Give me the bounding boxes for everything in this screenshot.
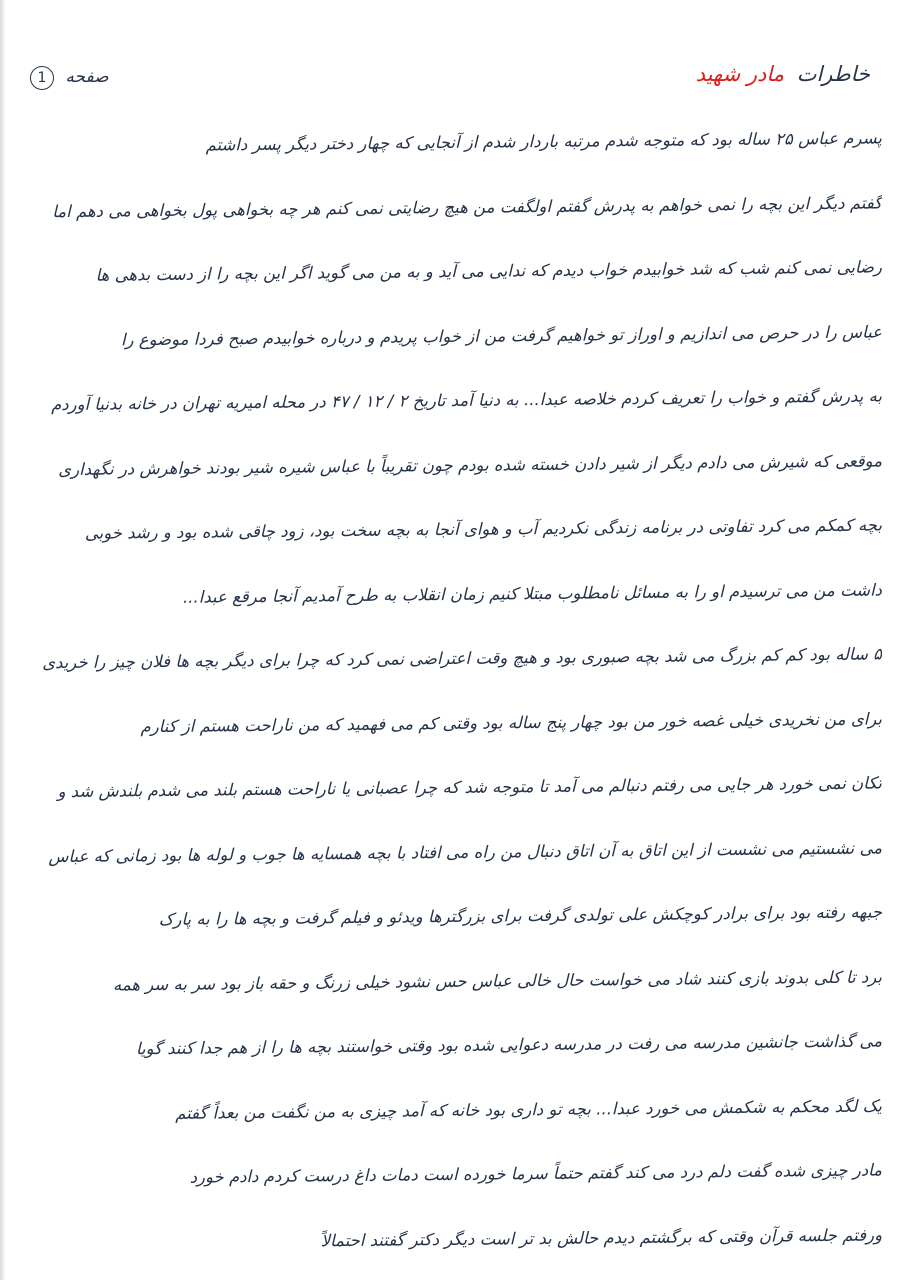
text-line: تکان نمی خورد هر جایی می رفتم دنبالم می آمد تا متوجه شد که چرا عصبانی یا ناراحت هستم بلند می شدم بلندش شد و: [57, 773, 883, 801]
text-line: رضایی نمی کنم شب که شد خوابیدم خواب دیدم که ندایی می آید و به من می گوید اگر این بچه را از دست بدهی ها: [95, 257, 883, 285]
text-line: موقعی که شیرش می دادم دیگر از شیر دادن خسته شده بودم چون تقریباً با عباس شیره شیر بودند خواهرش در نگهداری: [58, 450, 883, 479]
page-number-circle: 1: [30, 66, 54, 90]
text-line: ۵ ساله بود کم کم بزرگ می شد بچه صبوری بود و هیچ وقت اعتراضی نمی کرد که چرا برای دیگر بچه ها فلان چیز را خریدی: [42, 644, 883, 672]
text-line: جبهه رفته بود برای برادر کوچکش علی تولدی گرفت برای بزرگترها ویدئو و فیلم گرفت و بچه ها را به پارک: [158, 902, 883, 929]
title-prefix: خاطرات: [796, 62, 870, 86]
page-number: [30, 66, 109, 90]
text-line: به پدرش گفتم و خواب را تعریف کردم خلاصه عبدا... به دنیا آمد تاریخ ۲ / ۱۲ / ۴۷ در محله امیریه تهران در خانه بدنیا آوردم: [50, 386, 883, 414]
text-line: پسرم عباس ۲۵ ساله بود که متوجه شدم مرتبه باردار شدم از آنجایی که چهار دختر دیگر پسر داشتم: [205, 128, 883, 155]
text-line: برای من نخریدی خیلی غصه خور من بود چهار پنج ساله بود وقتی کم می فهمید که من ناراحت هستم از کنارم: [140, 708, 883, 736]
text-line: یک لگد محکم به شکمش می خورد عبدا... بچه تو داری بود خانه که آمد چیزی به من نگفت من بعداً گفتم: [175, 1095, 883, 1123]
text-line: داشت من می ترسیدم او را به مسائل نامطلوب مبتلا کنیم زمان انقلاب به طرح آمدیم آنجا مرقع عبدا...: [182, 579, 883, 607]
title-martyr-mother: مادر شهید: [695, 62, 785, 86]
text-line: می گذاشت جانشین مدرسه می رفت در مدرسه دعوایی شده بود وقتی خواستند بچه ها را از هم جدا کنند گویا: [135, 1031, 883, 1059]
text-line: مادر چیزی شده گفت دلم درد می کند گفتم حتماً سرما خورده است دمات داغ درست کردم دادم خورد: [189, 1160, 883, 1187]
scan-edge: [0, 0, 6, 1280]
text-line: ورفتم جلسه قرآن وقتی که برگشتم دیدم حالش بد تر است دیگر دکتر گفتند احتمالاً: [320, 1224, 883, 1250]
text-line: بچه کمکم می کرد تفاوتی در برنامه زندگی نکردیم آب و هوای آنجا به بچه سخت بود، زود چاقی شده بود و رشد خوبی: [84, 515, 883, 543]
handwritten-body: [14, 110, 882, 1271]
page-header: [30, 62, 870, 102]
page-label: صفحه: [65, 67, 109, 87]
text-line: گفتم دیگر این بچه را نمی خواهم به پدرش گفتم اولگفت من هیچ رضایتی نمی کنم هر چه بخواهی پول بخواهی می دهم اما: [52, 192, 883, 221]
page-title: [696, 62, 870, 86]
text-line: می نشستیم می نشست از این اتاق به آن اتاق دنبال من راه می افتاد با بچه همسایه ها جوب و لوله ها بود زمانی که عباس: [48, 837, 883, 866]
text-line: عباس را در حرص می اندازیم و اوراز تو خواهیم گرفت من از خواب پریدم و درباره خوابیدم صبح فردا موضوع را: [120, 321, 883, 349]
text-line: برد تا کلی بدوند بازی کنند شاد می خواست حال خالی عباس حس نشود خیلی زرنگ و حقه باز بود سر به سر همه: [112, 966, 883, 994]
